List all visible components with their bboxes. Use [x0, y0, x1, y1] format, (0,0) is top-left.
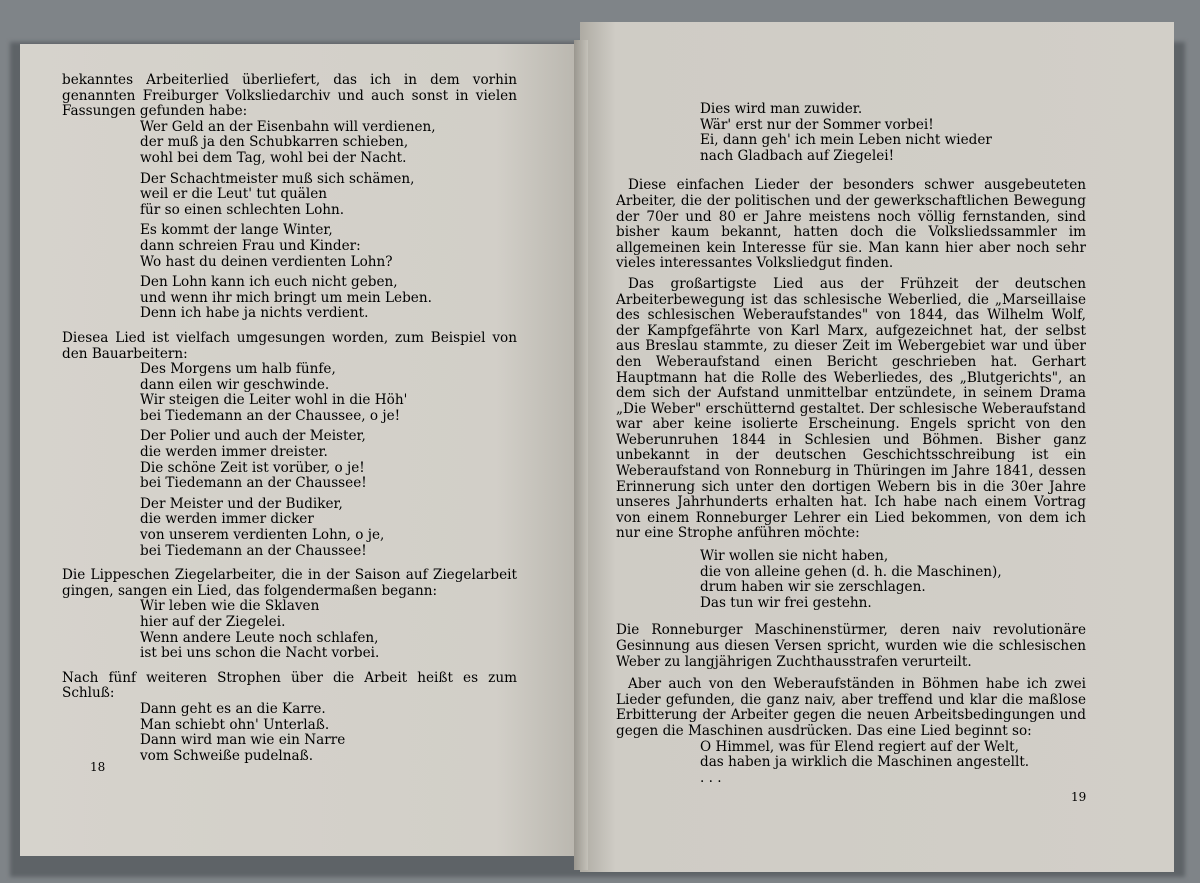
- page-number-left: 18: [90, 760, 106, 774]
- verse-line: Wir wollen sie nicht haben,: [700, 548, 889, 565]
- song-sklaven: [62, 599, 517, 661]
- verse-line: Wir leben wie die Sklaven: [140, 598, 320, 615]
- song-ziegelei-end: [616, 102, 1086, 164]
- verse-line: nach Gladbach auf Ziegelei!: [700, 147, 895, 164]
- page-number-right: 19: [1071, 790, 1087, 804]
- verse-line: die werden immer dreister.: [140, 444, 328, 461]
- verse-line: Der Polier und auch der Meister,: [140, 428, 366, 445]
- verse-line: Es kommt der lange Winter,: [140, 222, 333, 239]
- verse-line: Dies wird man zuwider.: [700, 101, 863, 117]
- verse-line: . . .: [700, 769, 722, 786]
- verse-line: das haben ja wirklich die Maschinen angestellt.: [700, 754, 1030, 771]
- verse-line: Wenn andere Leute noch schlafen,: [140, 629, 379, 646]
- verse-line: Wer Geld an der Eisenbahn will verdienen,: [140, 118, 436, 135]
- verse-line: die von alleine gehen (d. h. die Maschinen),: [700, 563, 1002, 580]
- song-karre: [62, 702, 517, 764]
- verse-line: Des Morgens um halb fünfe,: [140, 361, 336, 378]
- verse-line: O Himmel, was für Elend regiert auf der Welt,: [700, 738, 1019, 755]
- verse-line: dann eilen wir geschwinde.: [140, 376, 330, 393]
- verse-line: bei Tiedemann an der Chaussee, o je!: [140, 407, 401, 424]
- verse-line: von unserem verdienten Lohn, o je,: [140, 527, 385, 544]
- verse-line: Der Meister und der Budiker,: [140, 495, 343, 512]
- verse-line: Der Schachtmeister muß sich schämen,: [140, 170, 415, 187]
- song-himmel: [616, 740, 1086, 787]
- verse-line: drum haben wir sie zerschlagen.: [700, 579, 926, 596]
- paragraph-maschinenstuermer: Die Ronneburger Maschinenstürmer, deren naiv revolutionäre Gesinnung aus diesen Versen spricht, wurden wie die schlesischen Weber zu langjährigen Zuchthausstrafen verurteilt.: [616, 622, 1086, 670]
- song-tiedemann: [62, 362, 517, 559]
- paragraph-boehmen: Aber auch von den Weberaufständen in Böhmen habe ich zwei Lieder gefunden, die ganz naiv, aber treffend und klar die maßlose Erbitterung der Arbeiter gegen die neuen Arbeitsbedingungen und gegen die Maschinen ausdrücken. Das eine Lied beginnt so:: [616, 676, 1086, 739]
- verse-line: Man schiebt ohn' Unterlaß.: [140, 716, 330, 733]
- verse-line: Dann geht es an die Karre.: [140, 700, 326, 717]
- verse-line: bei Tiedemann an der Chaussee!: [140, 475, 367, 492]
- paragraph-weberlied: Das großartigste Lied aus der Frühzeit der deutschen Arbeiterbewegung ist das schlesische Weberlied, die „Marseillaise des schlesischen Weberaufstandes" von 1844, das Wilhelm Wolf, der Kampfgefährte von Karl Marx, aufgezeichnet hat, der selbst aus Breslau stammte, zu dieser Zeit im Webergebiet war und über den Weberaufstand einen Bericht geschrieben hat. Gerhart Hauptmann hat die Rolle des Weberliedes, des „Blutgerichts", an dem sich der Aufstand unmittelbar entzündete, in seinem Drama „Die Weber" erschütternd gestaltet. Der schlesische Weberaufstand war aber keine isolierte Erscheinung. Engels spricht von den Weberunruhen 1844 in Schlesien und Böhmen. Bisher ganz unbekannt in der deutschen Geschichtsschreibung ist ein Weberaufstand von Ronneburg in Thüringen im Jahre 1841, dessen Erinnerung sich unter den dortigen Webern bis in die 30er Jahre unseres Jahrhunderts erhalten hat. Ich habe nach einem Vortrag von einem Ronneburger Lehrer ein Lied bekommen, von dem ich nur eine Strophe anführen möchte:: [616, 275, 1086, 542]
- verse-line: dann schreien Frau und Kinder:: [140, 237, 361, 254]
- paragraph-einfache-lieder: Diese einfachen Lieder der besonders schwer ausgebeuteten Arbeiter, die der politischen und der gewerkschaftlichen Bewegung der 70er und 80 er Jahre meistens noch völlig fernstanden, sind bisher kaum bekannt, hatten doch die Volksliedssammler im allgemeinen kein Interesse für sie. Man kann hier aber noch sehr vieles interessantes Volksliedgut finden.: [616, 177, 1086, 272]
- verse-line: Wär' erst nur der Sommer vorbei!: [700, 116, 934, 133]
- book-gutter: [574, 40, 588, 870]
- verse-line: weil er die Leut' tut quälen: [140, 186, 328, 203]
- verse-line: Den Lohn kann ich euch nicht geben,: [140, 274, 398, 291]
- verse-line: bei Tiedemann an der Chaussee!: [140, 542, 367, 559]
- verse-line: Ei, dann geh' ich mein Leben nicht wieder: [700, 132, 992, 149]
- verse-line: Wir steigen die Leiter wohl in die Höh': [140, 392, 408, 409]
- verse-line: hier auf der Ziegelei.: [140, 614, 286, 630]
- paragraph-schluss: Nach fünf weiteren Strophen über die Arbeit heißt es zum Schluß:: [62, 669, 517, 702]
- verse-line: ist bei uns schon die Nacht vorbei.: [140, 645, 380, 662]
- verse-line: wohl bei dem Tag, wohl bei der Nacht.: [140, 149, 407, 166]
- song-eisenbahn: [62, 120, 517, 322]
- verse-line: Die schöne Zeit ist vorüber, o je!: [140, 459, 365, 476]
- verse-line: und wenn ihr mich bringt um mein Leben.: [140, 289, 432, 306]
- paragraph-ziegelarbeiter: Die Lippeschen Ziegelarbeiter, die in der Saison auf Ziegelarbeit gingen, sangen ein Lied, das folgendermaßen begann:: [62, 567, 517, 599]
- verse-line: Wo hast du deinen verdienten Lohn?: [140, 253, 393, 270]
- verse-line: vom Schweiße pudelnaß.: [140, 747, 314, 764]
- verse-line: Denn ich habe ja nichts verdient.: [140, 305, 369, 322]
- song-ronneburg: [616, 549, 1086, 611]
- verse-line: Dann wird man wie ein Narre: [140, 732, 346, 749]
- left-page-text: [62, 73, 517, 764]
- paragraph-intro: bekanntes Arbeiterlied überliefert, das ich in dem vorhin genannten Freiburger Volksliedarchiv und auch sonst in vielen Fassungen gefunden habe:: [62, 72, 517, 120]
- right-page-text: [616, 102, 1086, 786]
- verse-line: der muß ja den Schubkarren schieben,: [140, 134, 409, 151]
- verse-line: für so einen schlechten Lohn.: [140, 201, 345, 218]
- verse-line: die werden immer dicker: [140, 511, 314, 528]
- verse-line: Das tun wir frei gestehn.: [700, 594, 872, 611]
- paragraph-bauarbeiter: Diesea Lied ist vielfach umgesungen worden, zum Beispiel von den Bauarbeitern:: [62, 329, 517, 362]
